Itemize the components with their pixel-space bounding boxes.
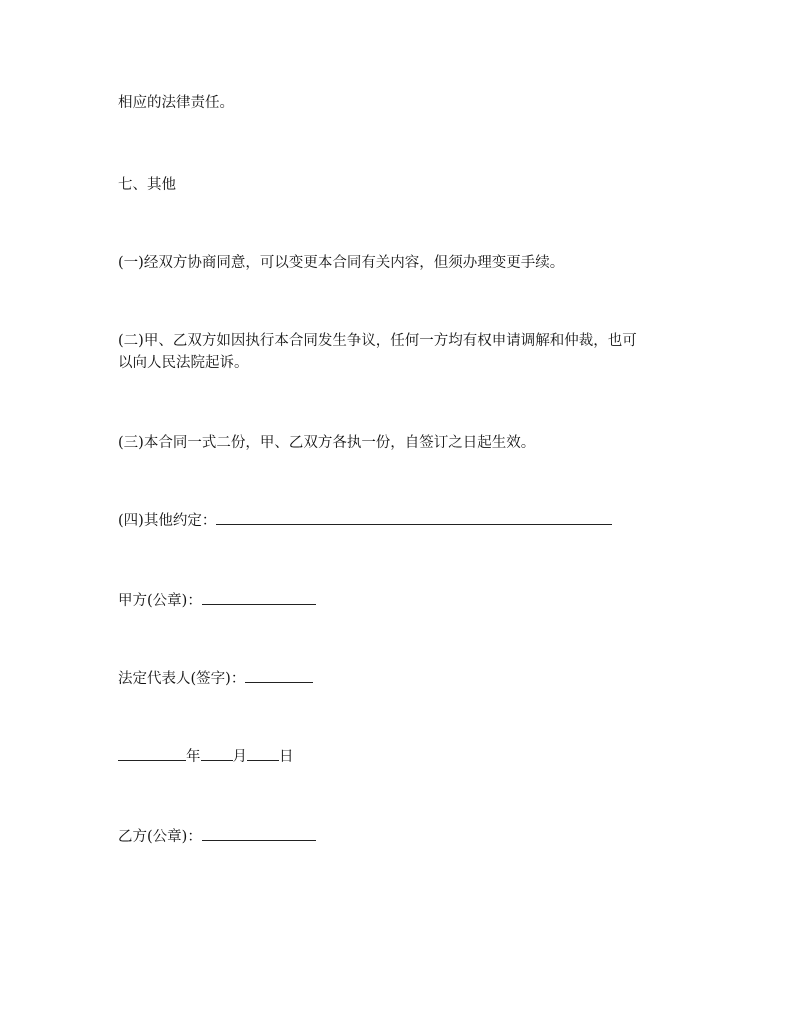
clause-4 (118, 510, 612, 532)
day-blank (247, 746, 279, 761)
party-a-label: 甲方(公章)： (118, 593, 202, 609)
party-b-seal (118, 826, 316, 848)
section-title: 七、其他 (118, 177, 176, 193)
legal-rep-label: 法定代表人(签字)： (118, 671, 246, 687)
signing-date (118, 746, 294, 768)
clause-2 (118, 330, 678, 374)
clause-4-label: (四)其他约定： (118, 513, 217, 529)
legal-representative (118, 668, 313, 690)
clause-2-line-2: 以向人民法院起诉。 (118, 355, 249, 371)
party-b-label: 乙方(公章)： (118, 829, 202, 845)
year-label: 年 (186, 749, 201, 765)
liability-text: 相应的法律责任。 (118, 95, 234, 111)
year-blank (118, 746, 186, 761)
party-b-blank (202, 826, 316, 841)
clause-4-blank (216, 510, 612, 525)
clause-3: (三)本合同一式二份，甲、乙双方各执一份，自签订之日起生效。 (118, 435, 536, 451)
party-a-seal (118, 590, 316, 612)
clause-1: (一)经双方协商同意，可以变更本合同有关内容，但须办理变更手续。 (118, 255, 565, 271)
month-blank (201, 746, 233, 761)
day-label: 日 (279, 749, 294, 765)
clause-2-line-1: (二)甲、乙双方如因执行本合同发生争议，任何一方均有权申请调解和仲裁，也可 (118, 333, 637, 349)
party-a-blank (202, 590, 316, 605)
legal-rep-blank (245, 668, 313, 683)
month-label: 月 (232, 749, 247, 765)
